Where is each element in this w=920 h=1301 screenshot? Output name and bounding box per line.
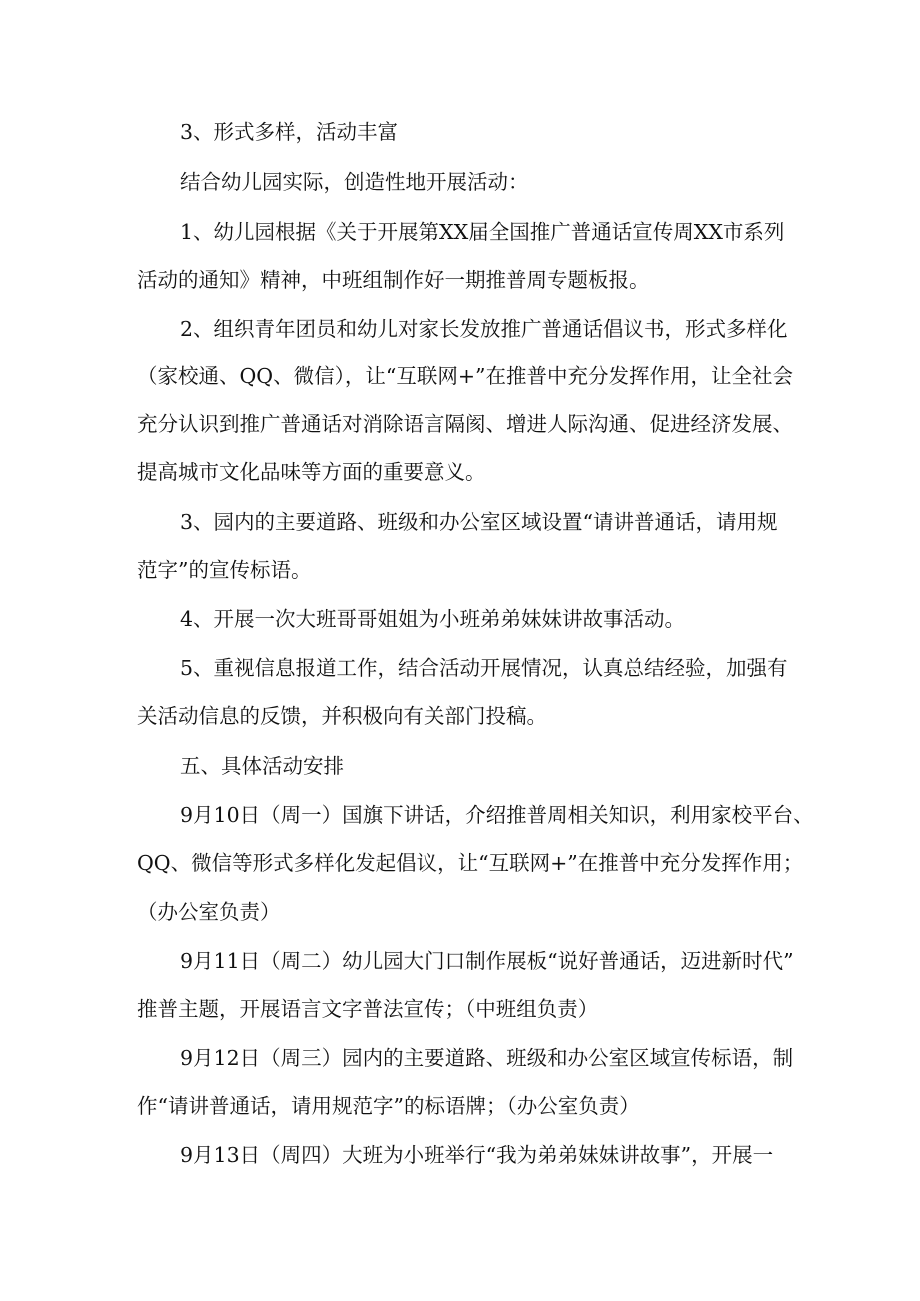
item-5-line-2: 关活动信息的反馈，并积极向有关部门投稿。 xyxy=(137,704,547,728)
paragraph-intro: 结合幼儿园实际，创造性地开展活动： xyxy=(180,170,529,194)
section-heading-five: 五、具体活动安排 xyxy=(180,754,344,778)
schedule-sep12-line-1: 9月12日（周三）园内的主要道路、班级和办公室区域宣传标语，制 xyxy=(180,1046,794,1070)
item-2-line-1: 2、组织青年团员和幼儿对家长发放推广普通话倡议书，形式多样化 xyxy=(180,317,788,341)
schedule-sep10-line-1: 9月10日（周一）国旗下讲话，介绍推普周相关知识，利用家校平台、 xyxy=(180,803,814,827)
item-3-line-2: 范字”的宣传标语。 xyxy=(137,558,312,582)
item-2-line-3: 充分认识到推广普通话对消除语言隔阂、增进人际沟通、促进经济发展、 xyxy=(137,412,793,436)
item-2-line-4: 提高城市文化品味等方面的重要意义。 xyxy=(137,460,486,484)
section-heading-3: 3、形式多样，活动丰富 xyxy=(180,120,399,144)
schedule-sep11-line-1: 9月11日（周二）幼儿园大门口制作展板“说好普通话，迈进新时代” xyxy=(180,949,794,973)
schedule-sep10-line-3: （办公室负责） xyxy=(137,900,281,924)
item-1-line-1: 1、幼儿园根据《关于开展第XX届全国推广普通话宣传周XX市系列 xyxy=(180,220,785,244)
schedule-sep12-line-2: 作“请讲普通话，请用规范字”的标语牌；（办公室负责） xyxy=(137,1094,640,1118)
item-3-line-1: 3、园内的主要道路、班级和办公室区域设置“请讲普通话，请用规 xyxy=(180,510,778,534)
item-2-line-2: （家校通、QQ、微信），让“互联网+”在推普中充分发挥作用，让全社会 xyxy=(137,364,793,388)
item-1-line-2: 活动的通知》精神，中班组制作好一期推普周专题板报。 xyxy=(137,268,650,292)
schedule-sep11-line-2: 推普主题，开展语言文字普法宣传；（中班组负责） xyxy=(137,997,599,1021)
item-4-line-1: 4、开展一次大班哥哥姐姐为小班弟弟妹妹讲故事活动。 xyxy=(180,607,686,631)
item-5-line-1: 5、重视信息报道工作，结合活动开展情况，认真总结经验，加强有 xyxy=(180,656,788,680)
schedule-sep13-line-1: 9月13日（周四）大班为小班举行“我为弟弟妹妹讲故事”，开展一 xyxy=(180,1143,774,1167)
schedule-sep10-line-2: QQ、微信等形式多样化发起倡议，让“互联网+”在推普中充分发挥作用； xyxy=(137,851,804,875)
